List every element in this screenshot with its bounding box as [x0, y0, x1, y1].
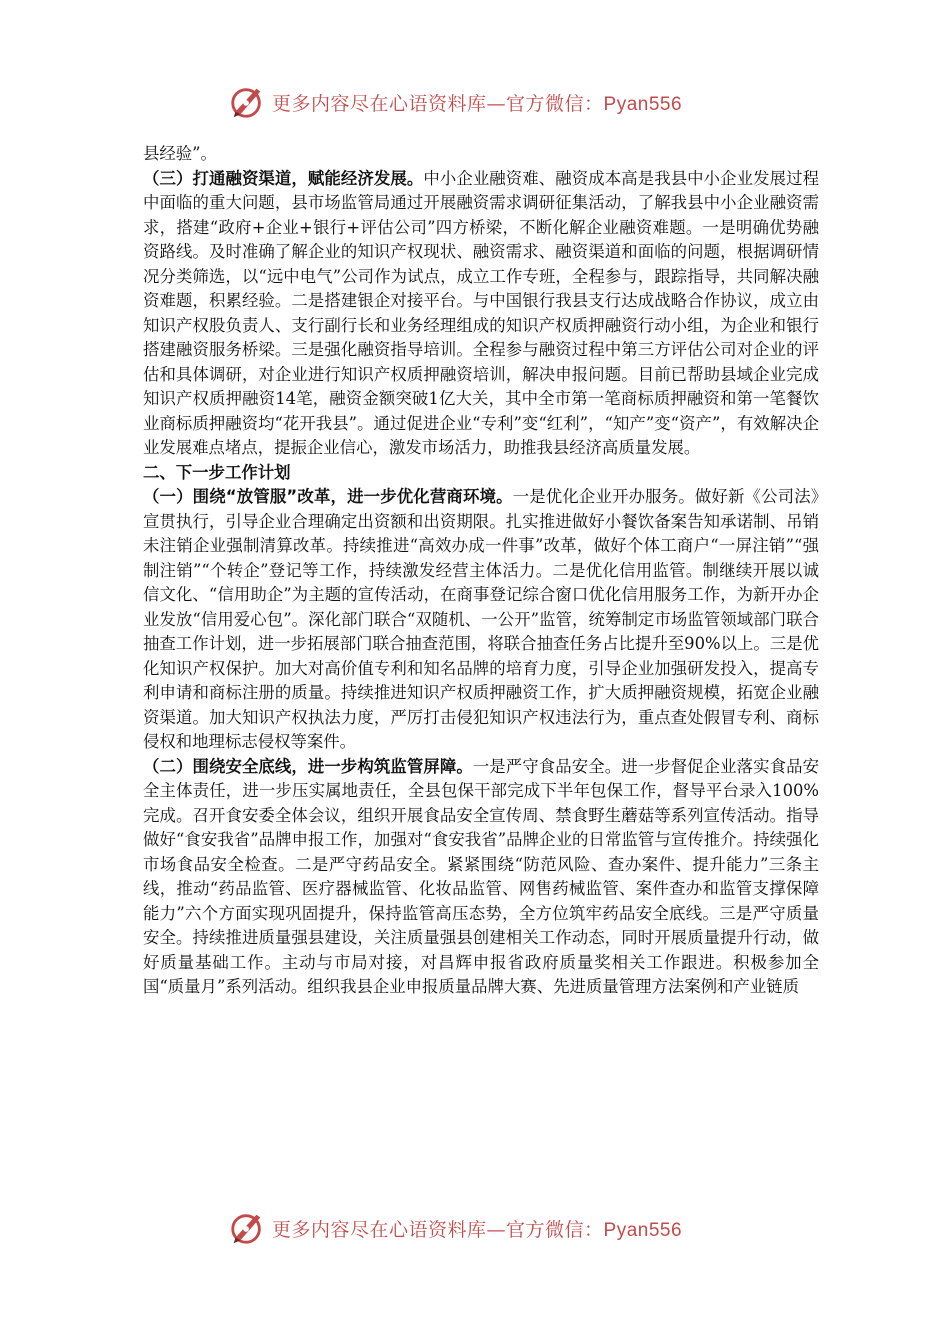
footer-wechat-id: Pyan556 — [603, 1219, 683, 1241]
footer-banner-text: 更多内容尽在心语资料库—官方微信：Pyan556 — [272, 1218, 683, 1241]
header-wechat-id: Pyan556 — [603, 93, 683, 115]
pen-circle-logo-icon — [228, 83, 266, 121]
header-banner-text: 更多内容尽在心语资料库—官方微信：Pyan556 — [272, 92, 683, 115]
section-three-title: （三）打通融资渠道，赋能经济发展。 — [143, 168, 424, 188]
plan-one-body: 一是优化企业开办服务。做好新《公司法》宣贯执行，引导企业合理确定出资额和出资期限。扎实推进做好小餐饮备案告知承诺制、吊销未注销企业强制清算改革。持续推进“高效办成一件事”改革，做好个体工商户“一屏注销”“强制注销”“个转企”登记等工作，持续激发经营主体活力。二是优化信用监管。制继续开展以诚信文化、“信用助企”为主题的宣传活动，在商事登记综合窗口优化信用服务工作，为新开办企业发放“信用爱心包”。深化部门联合“双随机、一公开”监管，统筹制定市场监管领域部门联合抽查工作计划，进一步拓展部门联合抽查范围，将联合抽查任务占比提升至90%以上。三是优化知识产权保护。加大对高价值专利和知名品牌的培育力度，引导企业加强研发投入，提高专利申请和商标注册的质量。持续推进知识产权质押融资工作，扩大质押融资规模，拓宽企业融资渠道。加大知识产权执法力度，严厉打击侵犯知识产权违法行为，重点查处假冒专利、商标侵权和地理标志侵权等案件。 — [143, 487, 819, 751]
header-banner — [228, 82, 748, 122]
document-body — [143, 142, 819, 1000]
plan-one-paragraph — [143, 485, 819, 755]
next-steps-heading: 二、下一步工作计划 — [143, 462, 291, 482]
plan-two-body: 一是严守食品安全。进一步督促企业落实食品安全主体责任，进一步压实属地责任，全县包保干部完成下半年包保工作，督导平台录入100%完成。召开食安委全体会议，组织开展食品安全宣传周、禁食野生蘑菇等系列宣传活动。指导做好“食安我省”品牌申报工作，加强对“食安我省”品牌企业的日常监管与宣传推介。持续强化市场食品安全检查。二是严守药品安全。紧紧围绕“防范风险、查办案件、提升能力”三条主线，推动“药品监管、医疗器械监管、化妆品监管、网售药械监管、案件查办和监管支撑保障能力”六个方面实现巩固提升，保持监管高压态势，全方位筑牢药品安全底线。三是严守质量安全。持续推进质量强县建设，关注质量强县创建相关工作动态，同时开展质量提升行动，做好质量基础工作。主动与市局对接，对昌辉申报省政府质量奖相关工作跟进。积极参加全国“质量月”系列活动。组织我县企业申报质量品牌大赛、先进质量管理方法案例和产业链质 — [143, 756, 820, 996]
paragraph-continuation: 县经验”。 — [143, 144, 217, 163]
pen-circle-logo-icon — [228, 1209, 266, 1247]
section-three-paragraph — [143, 167, 819, 461]
plan-one-title: （一）围绕“放管服”改革，进一步优化营商环境。 — [143, 487, 513, 506]
plan-two-paragraph — [143, 755, 819, 1000]
plan-two-title: （二）围绕安全底线，进一步构筑监管屏障。 — [143, 756, 473, 776]
section-three-body: 中小企业融资难、融资成本高是我县中小企业发展过程中面临的重大问题，县市场监管局通过开展融资需求调研征集活动，了解我县中小企业融资需求，搭建“政府+企业+银行+评估公司”四方桥梁，不断化解企业融资难题。一是明确优势融资路线。及时准确了解企业的知识产权现状、融资需求、融资渠道和面临的问题，根据调研情况分类筛选，以“远中电气”公司作为试点，成立工作专班，全程参与，跟踪指导，共同解决融资难题，积累经验。二是搭建银企对接平台。与中国银行我县支行达成战略合作协议，成立由知识产权股负责人、支行副行长和业务经理组成的知识产权质押融资行动小组，为企业和银行搭建融资服务桥梁。三是强化融资指导培训。全程参与融资过程中第三方评估公司对企业的评估和具体调研，对企业进行知识产权质押融资培训，解决申报问题。目前已帮助县域企业完成知识产权质押融资14笔，融资金额突破1亿大关，其中全市第一笔商标质押融资和第一笔餐饮业商标质押融资均“花开我县”。通过促进企业“专利”变“红利”，“知产”变“资产”，有效解决企业发展难点堵点，提振企业信心，激发市场活力，助推我县经济高质量发展。 — [143, 168, 820, 457]
footer-banner — [228, 1208, 748, 1248]
